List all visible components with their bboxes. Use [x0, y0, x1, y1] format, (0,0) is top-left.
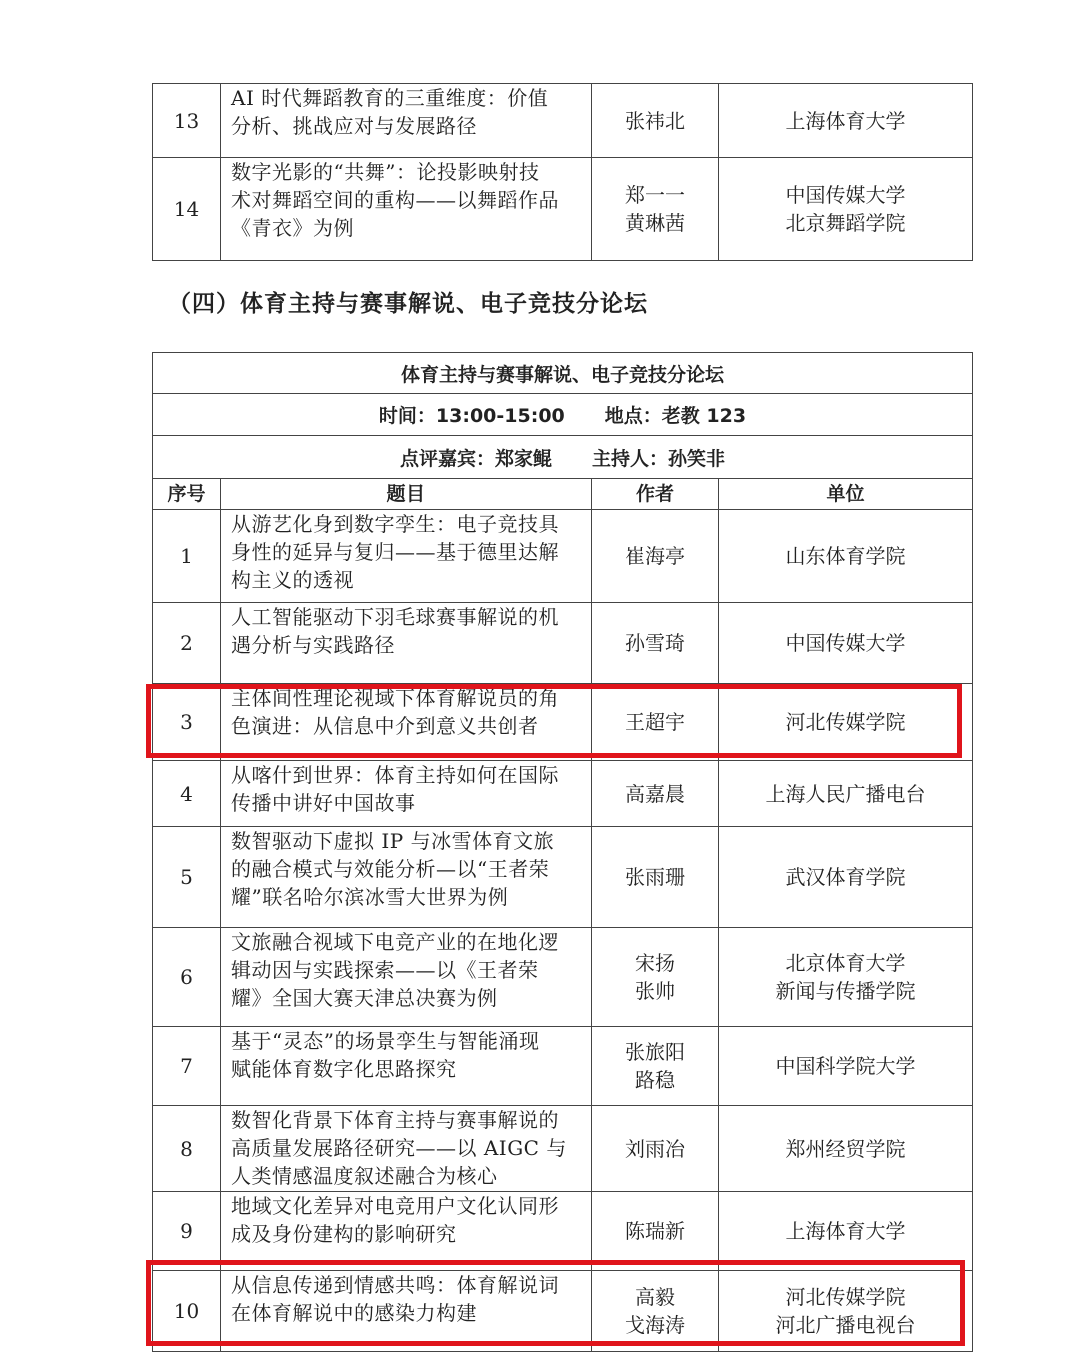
header-title: 题目 [221, 479, 592, 509]
paper-unit [719, 510, 972, 602]
paper-author [592, 1106, 719, 1191]
paper-title-line: 高质量发展路径研究——以 AIGC 与 [231, 1136, 567, 1160]
paper-unit-line: 北京体育大学 [785, 951, 906, 975]
paper-author-line: 高毅 [635, 1285, 675, 1309]
paper-author [592, 684, 719, 760]
paper-author [592, 603, 719, 683]
paper-unit-line: 上海人民广播电台 [765, 781, 926, 806]
paper-author [592, 84, 719, 157]
paper-title-line: 成及身份建构的影响研究 [231, 1222, 457, 1246]
paper-title-line: 人类情感温度叙述融合为核心 [231, 1164, 498, 1188]
reviewer-host-row [153, 436, 972, 479]
paper-unit [719, 603, 972, 683]
forum-reviewer: 点评嘉宾：郑家鲲 [399, 447, 552, 470]
paper-author-line: 陈瑞新 [625, 1219, 685, 1243]
paper-unit-line: 上海体育大学 [785, 108, 906, 133]
paper-title-line: 文旅融合视域下电竞产业的在地化逻 [231, 930, 559, 954]
header-unit: 单位 [826, 483, 865, 505]
paper-title-line: 数字光影的“共舞”：论投影映射技 [231, 160, 540, 184]
paper-title [221, 1106, 592, 1191]
paper-title-line: 构主义的透视 [231, 568, 354, 592]
paper-author [592, 510, 719, 602]
paper-unit [719, 1027, 972, 1105]
row-number: 1 [153, 510, 221, 602]
paper-author-line: 戈海涛 [625, 1313, 685, 1337]
paper-title [221, 1027, 592, 1105]
paper-title-line: 术对舞蹈空间的重构——以舞蹈作品 [231, 188, 559, 212]
paper-unit-line: 北京舞蹈学院 [785, 211, 906, 235]
row-number: 6 [153, 928, 221, 1026]
paper-title-line: 基于“灵态”的场景孪生与智能涌现 [231, 1029, 540, 1053]
paper-title-line: 色演进：从信息中介到意义共创者 [231, 714, 539, 738]
paper-author-line: 黄琳茜 [625, 211, 685, 235]
header-author: 作者 [592, 479, 719, 509]
paper-author-line: 张雨珊 [625, 865, 685, 889]
time-location-row [153, 394, 972, 436]
table-row [153, 928, 972, 1027]
paper-title-line: 身性的延异与复归——基于德里达解 [231, 540, 559, 564]
paper-unit [719, 1271, 972, 1351]
paper-title-line: 数智化背景下体育主持与赛事解说的 [231, 1108, 559, 1132]
row-number: 2 [153, 603, 221, 683]
paper-author-line: 王超宇 [625, 710, 685, 734]
table-row [153, 1106, 972, 1192]
paper-unit [719, 827, 972, 927]
paper-author [592, 1271, 719, 1351]
table-row [153, 761, 972, 827]
table-row [153, 603, 972, 684]
paper-title-line: 数智驱动下虚拟 IP 与冰雪体育文旅 [231, 829, 555, 853]
paper-author-line: 张旅阳 [625, 1040, 685, 1064]
paper-author-line: 张祎北 [625, 108, 685, 133]
paper-title [221, 158, 592, 260]
paper-title-line: 耀》全国大赛天津总决赛为例 [231, 986, 498, 1010]
paper-unit-line: 山东体育学院 [785, 544, 906, 568]
forum-name-row [153, 353, 972, 394]
row-number: 3 [153, 684, 221, 760]
row-number: 4 [153, 761, 221, 826]
paper-unit [719, 158, 972, 260]
paper-unit-line: 河北广播电视台 [775, 1313, 916, 1337]
row-number: 5 [153, 827, 221, 927]
paper-title [221, 510, 592, 602]
paper-title-line: 从游艺化身到数字孪生：电子竞技具 [231, 512, 559, 536]
paper-title [221, 761, 592, 826]
paper-title [221, 684, 592, 760]
paper-unit-line: 上海体育大学 [785, 1219, 906, 1243]
paper-title [221, 1192, 592, 1270]
previous-forum-table [152, 83, 973, 261]
paper-unit-line: 中国传媒大学 [785, 631, 906, 655]
paper-author [592, 928, 719, 1026]
forum-time: 时间：13:00-15:00 [378, 405, 565, 427]
forum-location: 地点：老教 123 [604, 405, 747, 427]
row-number: 9 [153, 1192, 221, 1270]
table-header-row [153, 479, 972, 510]
paper-title-line: 主体间性理论视域下体育解说员的角 [231, 686, 559, 710]
paper-title-line: 赋能体育数字化思路探究 [231, 1057, 457, 1081]
paper-author [592, 1192, 719, 1270]
paper-author-line: 刘雨冶 [625, 1136, 685, 1161]
paper-title [221, 603, 592, 683]
row-number: 8 [153, 1106, 221, 1191]
paper-title-line: 辑动因与实践探索——以《王者荣 [231, 958, 539, 982]
paper-title-line: 地域文化差异对电竞用户文化认同形 [231, 1194, 559, 1218]
paper-title [221, 84, 592, 157]
section-heading: （四）体育主持与赛事解说、电子竞技分论坛 [168, 291, 648, 317]
paper-title-line: 从喀什到世界：体育主持如何在国际 [231, 763, 559, 787]
paper-title-line: 从信息传递到情感共鸣：体育解说词 [231, 1273, 559, 1297]
table-row [153, 827, 972, 928]
paper-author-line: 高嘉晨 [625, 781, 685, 806]
paper-author [592, 761, 719, 826]
paper-title-line: 耀”联名哈尔滨冰雪大世界为例 [231, 885, 509, 909]
paper-unit [719, 928, 972, 1026]
paper-author-line: 宋扬 [635, 951, 675, 975]
table-row [153, 158, 972, 261]
paper-author-line: 崔海亭 [625, 544, 685, 568]
table-row [153, 1271, 972, 1352]
forum-name: 体育主持与赛事解说、电子竞技分论坛 [400, 363, 724, 386]
paper-unit-line: 武汉体育学院 [785, 865, 906, 889]
paper-unit-line: 中国传媒大学 [785, 183, 906, 207]
paper-unit [719, 1106, 972, 1191]
paper-unit-line: 河北传媒学院 [785, 1285, 906, 1309]
paper-title-line: 遇分析与实践路径 [231, 633, 395, 657]
paper-author-line: 张帅 [635, 979, 675, 1003]
paper-title-line: AI 时代舞蹈教育的三重维度：价值 [231, 86, 549, 110]
header-no: 序号 [153, 479, 221, 509]
paper-title-line: 人工智能驱动下羽毛球赛事解说的机 [231, 605, 559, 629]
forum-host: 主持人：孙笑非 [592, 447, 726, 470]
paper-unit [719, 684, 972, 760]
paper-author-line: 郑一一 [625, 183, 685, 207]
paper-unit-line: 河北传媒学院 [785, 710, 906, 734]
paper-title-line: 分析、挑战应对与发展路径 [231, 114, 477, 138]
row-number: 14 [153, 158, 221, 260]
paper-title-line: 《青衣》为例 [231, 216, 354, 240]
paper-title-line: 的融合模式与效能分析—以“王者荣 [231, 857, 550, 881]
table-row [153, 510, 972, 603]
paper-title [221, 1271, 592, 1351]
table-row [153, 84, 972, 158]
paper-unit-line: 新闻与传播学院 [775, 979, 916, 1003]
paper-author [592, 158, 719, 260]
row-number: 10 [153, 1271, 221, 1351]
paper-unit-line: 郑州经贸学院 [785, 1136, 906, 1161]
paper-author [592, 827, 719, 927]
paper-title [221, 928, 592, 1026]
paper-author-line: 路稳 [635, 1068, 675, 1092]
paper-title-line: 在体育解说中的感染力构建 [231, 1301, 477, 1325]
forum-schedule-table [152, 352, 973, 1352]
paper-title [221, 827, 592, 927]
table-row [153, 1027, 972, 1106]
row-number: 13 [153, 84, 221, 157]
paper-author [592, 1027, 719, 1105]
table-row [153, 1192, 972, 1271]
row-number: 7 [153, 1027, 221, 1105]
paper-unit-line: 中国科学院大学 [775, 1054, 916, 1078]
table-row [153, 684, 972, 761]
paper-unit [719, 1192, 972, 1270]
paper-author-line: 孙雪琦 [625, 631, 685, 655]
paper-unit [719, 761, 972, 826]
paper-unit [719, 84, 972, 157]
paper-title-line: 传播中讲好中国故事 [231, 791, 416, 815]
